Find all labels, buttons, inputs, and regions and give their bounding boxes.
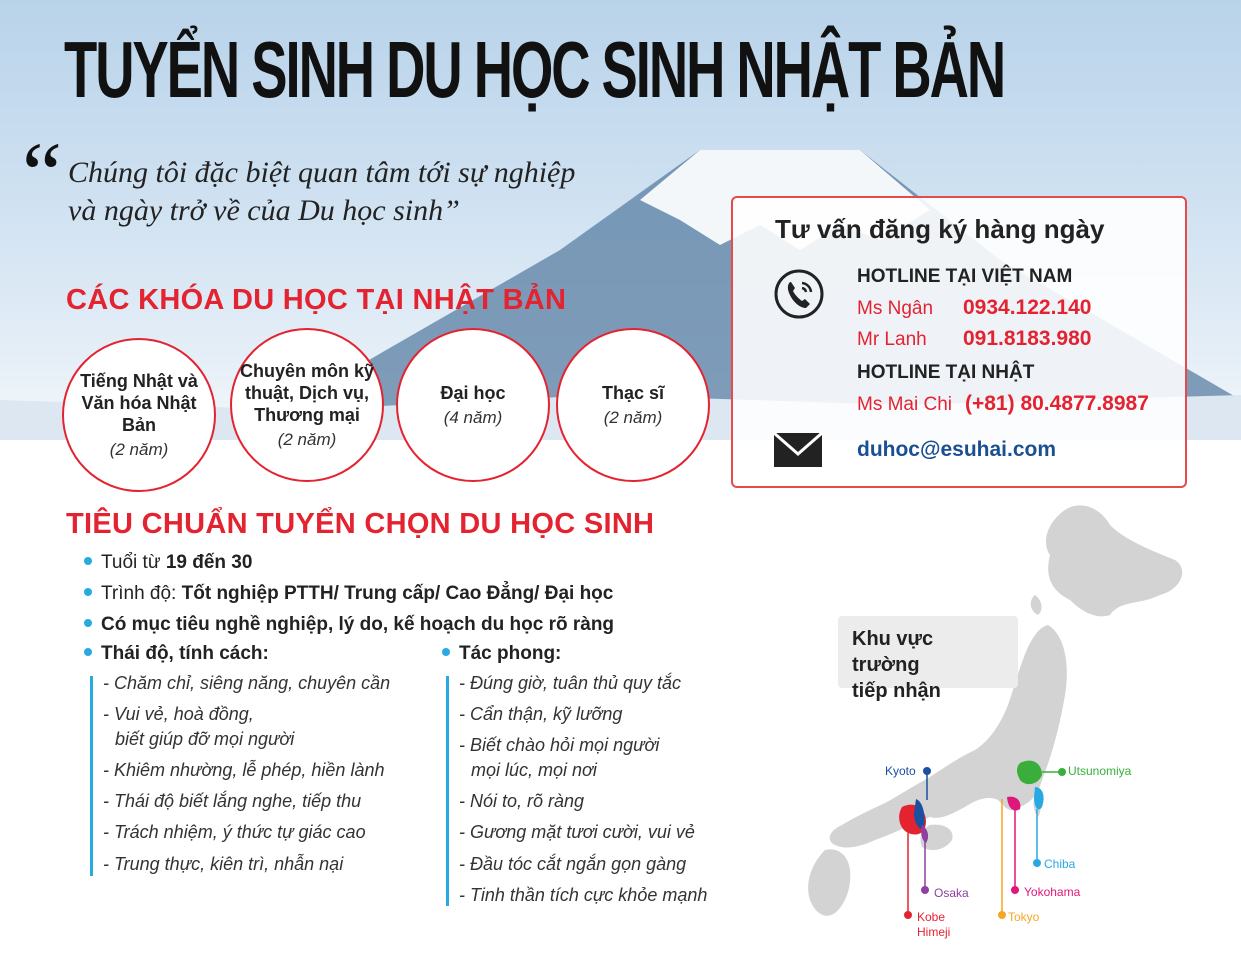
list-item: - Nói to, rõ ràng <box>459 791 585 811</box>
quote-mark: “ <box>22 125 62 224</box>
course-name: Chuyên môn kỹ thuật, Dịch vụ, Thương mại <box>239 361 375 425</box>
hotline-jp-label: HOTLINE TẠI NHẬT <box>857 362 1035 383</box>
bullet-dot <box>84 619 92 627</box>
contact-name: Ms Mai Chi <box>857 394 953 415</box>
bullet-dot <box>84 648 92 656</box>
course-circle-master <box>556 328 710 482</box>
phone-link[interactable]: 091.8183.980 <box>963 327 1092 350</box>
course-name: Đại học <box>440 383 506 403</box>
course-duration: (2 năm) <box>277 430 337 449</box>
age-prefix: Tuổi từ <box>101 552 166 573</box>
hotline-vn-label: HOTLINE TẠI VIỆT NAM <box>857 266 1073 287</box>
course-name: Tiếng Nhật và Văn hóa Nhật Bản <box>80 371 198 435</box>
mail-icon <box>773 430 823 470</box>
manner-title: Tác phong: <box>459 643 562 664</box>
city-label-himeji: Himeji <box>917 925 951 939</box>
attitude-list <box>90 673 391 876</box>
criteria-age <box>84 552 252 574</box>
goal-text: Có mục tiêu nghề nghiệp, lý do, kế hoạch du học rõ ràng <box>101 614 615 635</box>
courses-title: CÁC KHÓA DU HỌC TẠI NHẬT BẢN <box>66 284 567 316</box>
email-link[interactable]: duhoc@esuhai.com <box>857 438 1057 461</box>
course-duration: (2 năm) <box>109 440 169 459</box>
criteria-goal <box>84 614 614 636</box>
map-label-box <box>838 616 1018 702</box>
list-item: - Gương mặt tươi cười, vui vẻ <box>459 822 695 842</box>
level-value: Tốt nghiệp PTTH/ Trung cấp/ Cao Đẳng/ Đại học <box>181 583 614 604</box>
course-name: Thạc sĩ <box>601 383 665 403</box>
phone-link[interactable]: 0934.122.140 <box>963 296 1092 319</box>
list-item: mọi lúc, mọi nơi <box>471 760 597 780</box>
manner-list <box>446 673 708 906</box>
attitude-title: Thái độ, tính cách: <box>101 643 269 664</box>
criteria-level <box>84 583 613 605</box>
city-label-tokyo: Tokyo <box>1008 910 1040 924</box>
list-item: - Khiêm nhường, lễ phép, hiền lành <box>103 760 385 780</box>
bullet-dot <box>442 648 450 656</box>
list-item: - Thái độ biết lắng nghe, tiếp thu <box>103 791 362 811</box>
bullet-dot <box>84 557 92 565</box>
list-item: - Tinh thần tích cực khỏe mạnh <box>459 885 708 905</box>
course-duration: (2 năm) <box>603 408 663 427</box>
city-label-osaka: Osaka <box>934 886 969 900</box>
criteria-attitude-title <box>84 643 269 665</box>
list-item: biết giúp đỡ mọi người <box>115 729 295 749</box>
bullet-dot <box>84 588 92 596</box>
course-circle-vocational <box>230 328 384 482</box>
phone-icon <box>773 268 825 320</box>
level-prefix: Trình độ: <box>101 583 182 604</box>
list-item: - Chăm chỉ, siêng năng, chuyên cần <box>103 673 391 693</box>
criteria-title: TIÊU CHUẨN TUYỂN CHỌN DU HỌC SINH <box>66 508 655 540</box>
list-item: - Đầu tóc cắt ngắn gọn gàng <box>459 854 687 874</box>
quote-line-1: Chúng tôi đặc biệt quan tâm tới sự nghiệp <box>68 156 576 189</box>
list-item: - Biết chào hỏi mọi người <box>459 735 660 755</box>
criteria-manner-title <box>442 643 561 665</box>
course-duration: (4 năm) <box>443 408 503 427</box>
list-item: - Vui vẻ, hoà đồng, <box>103 704 254 724</box>
course-circle-university <box>396 328 550 482</box>
tagline-quote <box>68 154 575 230</box>
city-label-utsunomiya: Utsunomiya <box>1068 764 1132 778</box>
phone-link[interactable]: (+81) 80.4877.8987 <box>965 392 1149 415</box>
contact-title: Tư vấn đăng ký hàng ngày <box>775 214 1105 244</box>
list-item: - Cẩn thận, kỹ lưỡng <box>459 704 623 724</box>
quote-line-2: và ngày trở về của Du học sinh” <box>68 194 460 227</box>
city-label-kyoto: Kyoto <box>885 764 916 778</box>
age-value: 19 đến 30 <box>165 552 253 573</box>
list-item: - Đúng giờ, tuân thủ quy tắc <box>459 673 682 693</box>
city-label-chiba: Chiba <box>1044 857 1076 871</box>
contact-box <box>731 196 1187 488</box>
list-item: - Trách nhiệm, ý thức tự giác cao <box>103 822 366 842</box>
list-item: - Trung thực, kiên trì, nhẫn nại <box>103 854 344 874</box>
page-title: TUYỂN SINH DU HỌC SINH NHẬT BẢN <box>64 25 1005 114</box>
japan-map <box>780 495 1240 935</box>
city-label-kobe: Kobe <box>917 910 946 924</box>
contact-name: Ms Ngân <box>857 298 934 319</box>
city-label-yokohama: Yokohama <box>1024 885 1081 899</box>
map-label: Khu vực trường tiếp nhận <box>852 628 941 702</box>
contact-name: Mr Lanh <box>857 329 927 350</box>
course-circle-japanese <box>62 338 216 492</box>
